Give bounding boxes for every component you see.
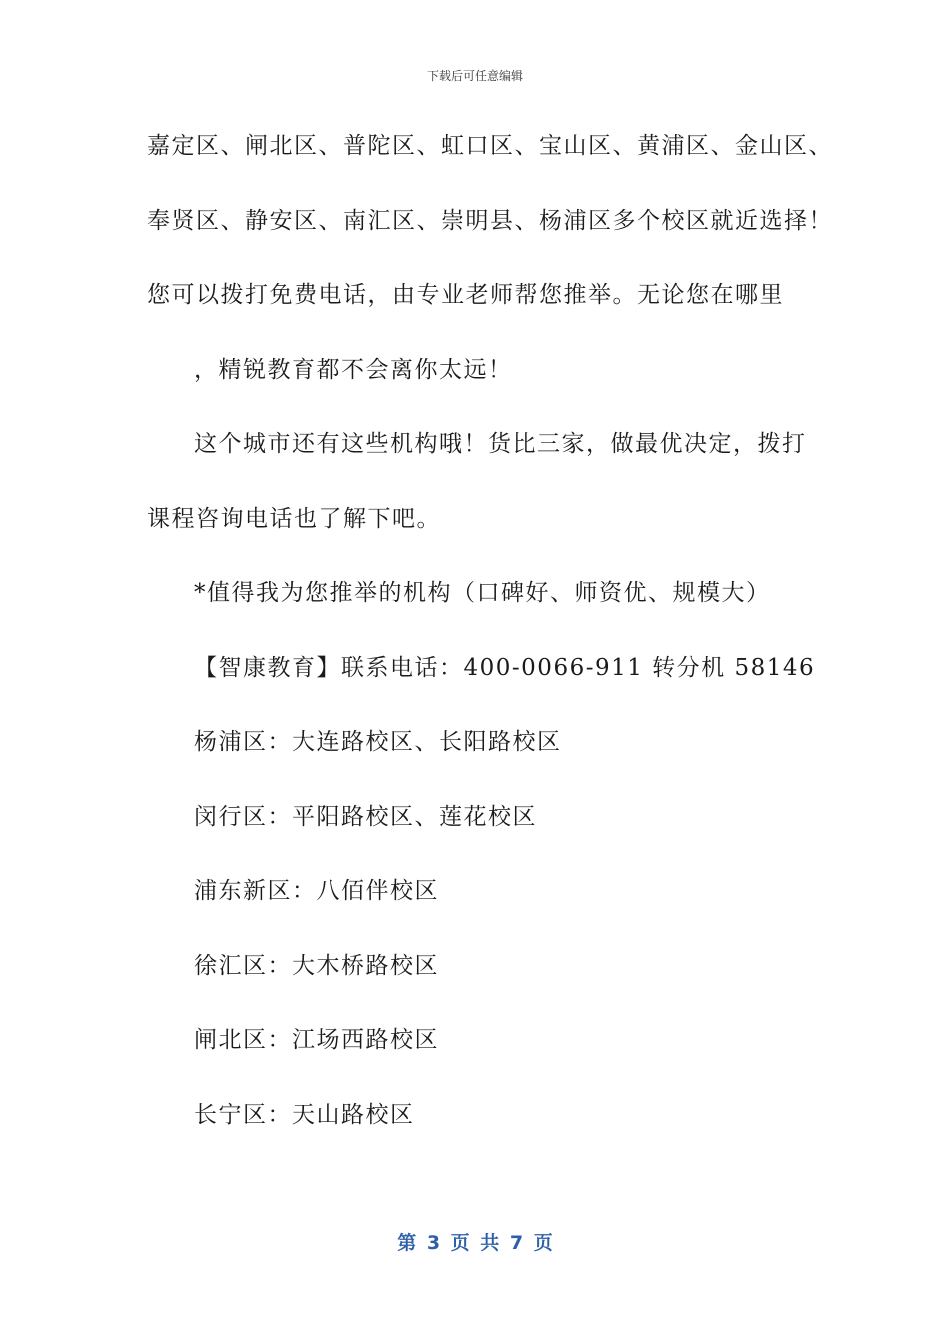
page-number-footer: 第 3 页 共 7 页: [397, 1232, 553, 1254]
campus-line-xuhui: 徐汇区：大木桥路校区: [194, 953, 439, 979]
text-line-5: 这个城市还有这些机构哦！货比三家，做最优决定，拨打: [194, 431, 807, 457]
text-line-2: 奉贤区、静安区、南汇区、崇明县、杨浦区多个校区就近选择！: [147, 208, 833, 234]
text-line-7: *值得我为您推举的机构（口碑好、师资优、规模大）: [194, 580, 771, 606]
campus-line-yangpu: 杨浦区：大连路校区、长阳路校区: [194, 729, 562, 755]
contact-line: 【智康教育】联系电话：400-0066-911 转分机 58146: [194, 655, 816, 681]
text-line-1: 嘉定区、闸北区、普陀区、虹口区、宝山区、黄浦区、金山区、: [147, 133, 833, 159]
campus-line-zhabei: 闸北区：江场西路校区: [194, 1027, 439, 1053]
page-header: 下载后可任意编辑: [426, 69, 523, 83]
campus-line-changning: 长宁区：天山路校区: [194, 1102, 415, 1128]
text-line-4: ，精锐教育都不会离你太远！: [194, 357, 513, 383]
text-line-3: 您可以拨打免费电话，由专业老师帮您推举。无论您在哪里: [147, 282, 784, 308]
campus-line-minhang: 闵行区：平阳路校区、莲花校区: [194, 804, 537, 830]
text-line-6: 课程咨询电话也了解下吧。: [147, 506, 441, 532]
campus-line-pudong: 浦东新区：八佰伴校区: [194, 878, 439, 904]
